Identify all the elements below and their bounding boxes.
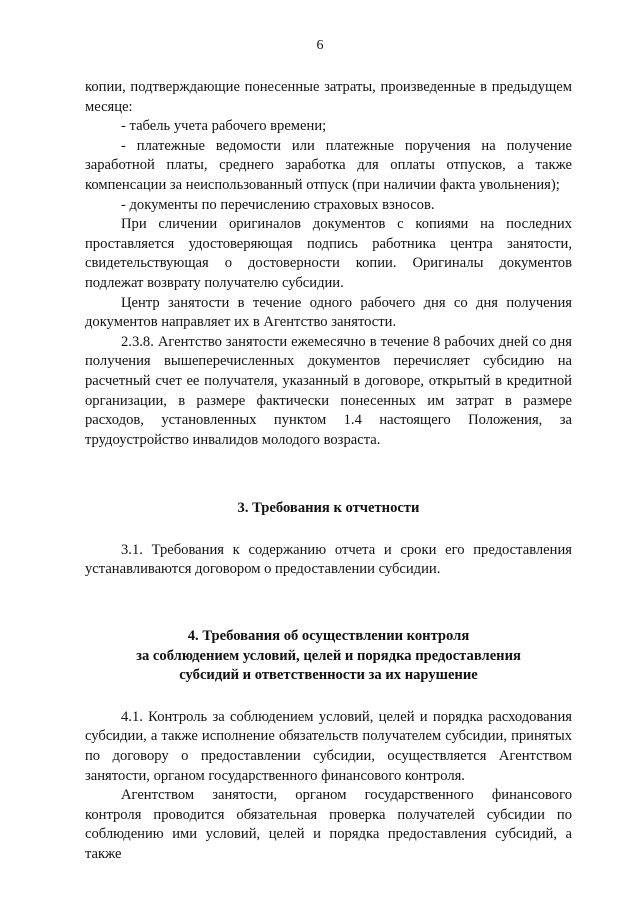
section-4-heading-line-2: за соблюдением условий, целей и порядка предоставления bbox=[136, 647, 521, 664]
paragraph-continuation: копии, подтверждающие понесенные затраты, произведенные в предыдущем месяце: bbox=[85, 79, 572, 115]
paragraph-2-3-8: 2.3.8. Агентство занятости ежемесячно в течение 8 рабочих дней со дня получения вышеперечисленных документов перечисляет субсидию на расчетный счет ее получателя, указанный в договоре, открытый в кредитной организации, в размере фактически понесенных им затрат в размере расходов, установленных пунктом 1.4 настоящего Положения, за трудоустройство инвалидов молодого возраста. bbox=[85, 333, 572, 448]
list-item-payroll: - платежные ведомости или платежные поручения на получение заработной платы, среднего заработка для оплаты отпусков, а также компенсации за неиспользованный отпуск (при наличии факта увольнения); bbox=[85, 137, 572, 193]
document-body bbox=[85, 78, 572, 865]
section-4-heading bbox=[85, 627, 572, 686]
section-3-heading: 3. Требования к отчетности bbox=[237, 500, 420, 517]
paragraph-center: Центр занятости в течение одного рабочего дня со дня получения документов направляет их в Агентство занятости. bbox=[85, 294, 572, 331]
section-4-heading-line-1: 4. Требования об осуществлении контроля bbox=[187, 628, 470, 645]
paragraph-control-check: Агентством занятости, органом государственного финансового контроля проводится обязательная проверка получателей субсидии по соблюдению ими условий, целей и порядка предоставления субсидий, а также bbox=[85, 787, 572, 862]
paragraph-3-1: 3.1. Требования к содержанию отчета и сроки его предоставления устанавливаются договором о предоставлении субсидии. bbox=[85, 541, 572, 578]
paragraph-4-1: 4.1. Контроль за соблюдением условий, целей и порядка расходования субсидии, а также исполнение обязательств получателем субсидии, принятых по договору о предоставлении субсидии, осуществляется Агентством занятости, органом государственного финансового контроля. bbox=[85, 708, 572, 784]
page-number: 6 bbox=[316, 38, 324, 53]
paragraph-originals: При сличении оригиналов документов с копиями на последних проставляется удостоверяющая подпись работника центра занятости, свидетельствующая о достоверности копии. Оригиналы документов подлежат возврату получателю субсидии. bbox=[85, 216, 572, 291]
list-item-timesheet: - табель учета рабочего времени; bbox=[121, 118, 327, 135]
section-4-heading-line-3: субсидий и ответственности за их нарушение bbox=[179, 667, 478, 684]
list-item-insurance: - документы по перечислению страховых взносов. bbox=[121, 196, 435, 213]
